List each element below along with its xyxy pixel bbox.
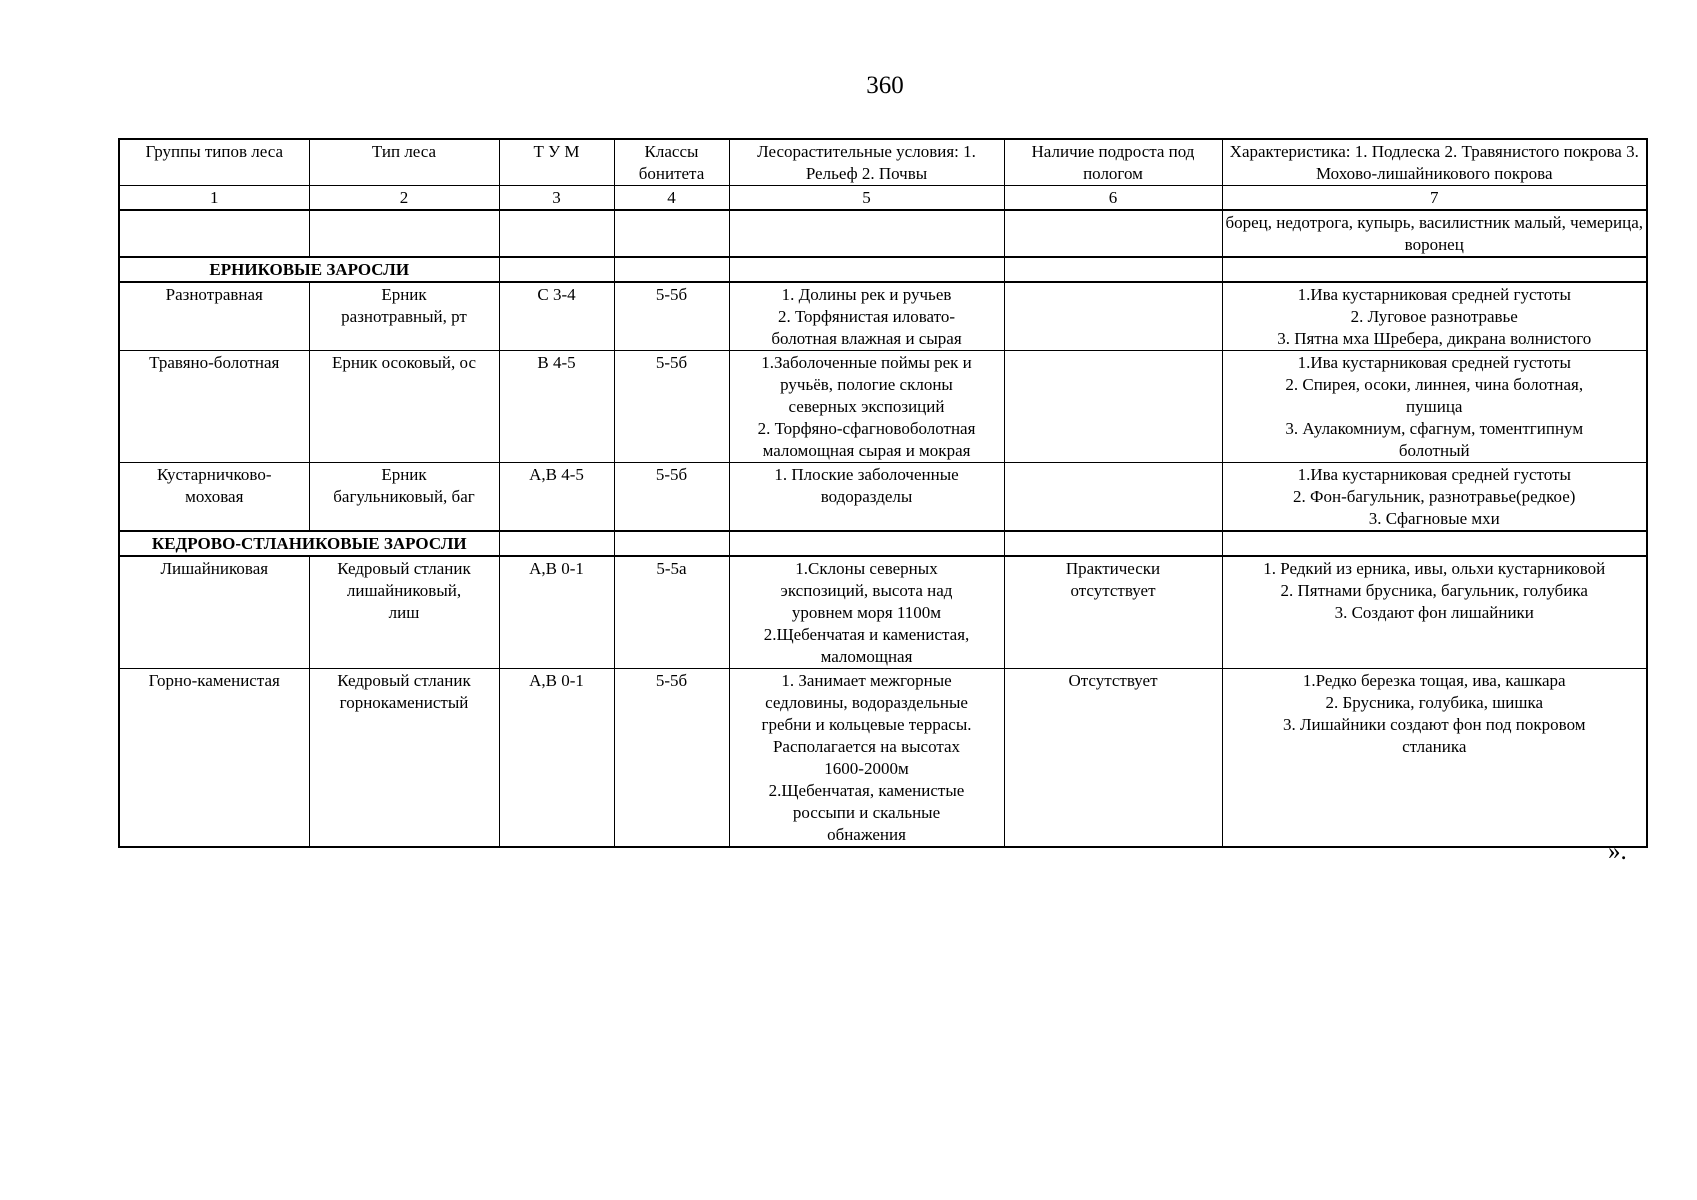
table-cell: 1.Ива кустарниковая средней густоты 2. Фон-багульник, разнотравье(редкое) 3. Сфагновые мхи <box>1222 463 1647 532</box>
table-row <box>119 282 1647 351</box>
header-cell: Т У М <box>499 139 614 186</box>
header-cell: Тип леса <box>309 139 499 186</box>
table-cell <box>1004 210 1222 257</box>
continuation-row <box>119 210 1647 257</box>
table-cell <box>499 210 614 257</box>
table-cell: Отсутствует <box>1004 669 1222 848</box>
table-cell: борец, недотрога, купырь, василистник малый, чемерица, воронец <box>1222 210 1647 257</box>
forest-types-table <box>118 138 1648 848</box>
table-cell: 1. Плоские заболоченные водоразделы <box>729 463 1004 532</box>
table-cell: В 4-5 <box>499 351 614 463</box>
header-cell: Группы типов леса <box>119 139 309 186</box>
table-cell: 5-5б <box>614 282 729 351</box>
table-cell <box>1004 282 1222 351</box>
column-number: 2 <box>309 186 499 211</box>
table-cell: 1.Ива кустарниковая средней густоты 2. Спирея, осоки, линнея, чина болотная, пушица 3. Аулакомниум, сфагнум, томентгипнум болотный <box>1222 351 1647 463</box>
table-cell: Кедровый стланик горнокаменистый <box>309 669 499 848</box>
table-cell: Ерник багульниковый, баг <box>309 463 499 532</box>
column-number: 6 <box>1004 186 1222 211</box>
table-cell: 1. Занимает межгорные седловины, водораздельные гребни и кольцевые террасы. Располагается на высотах 1600-2000м 2.Щебенчатая, каменистые россыпи и скальные обнажения <box>729 669 1004 848</box>
table-cell <box>1004 257 1222 282</box>
table-cell: Кустарничково- моховая <box>119 463 309 532</box>
section-title: ЕРНИКОВЫЕ ЗАРОСЛИ <box>119 257 499 282</box>
table-cell <box>614 210 729 257</box>
table-cell <box>1222 531 1647 556</box>
table-cell: А,В 0-1 <box>499 556 614 669</box>
column-number-row <box>119 186 1647 211</box>
table-cell <box>309 210 499 257</box>
table-cell <box>1004 351 1222 463</box>
table-cell: 5-5б <box>614 463 729 532</box>
table-cell: Травяно-болотная <box>119 351 309 463</box>
header-row <box>119 139 1647 186</box>
table-cell: С 3-4 <box>499 282 614 351</box>
table-cell <box>729 257 1004 282</box>
table-cell: 1. Редкий из ерника, ивы, ольхи кустарниковой 2. Пятнами брусника, багульник, голубика 3. Создают фон лишайники <box>1222 556 1647 669</box>
table-cell: Ерник разнотравный, рт <box>309 282 499 351</box>
table-cell: Лишайниковая <box>119 556 309 669</box>
section-row <box>119 257 1647 282</box>
table-row <box>119 463 1647 532</box>
section-title: КЕДРОВО-СТЛАНИКОВЫЕ ЗАРОСЛИ <box>119 531 499 556</box>
table-cell: Кедровый стланик лишайниковый, лиш <box>309 556 499 669</box>
table-cell <box>729 210 1004 257</box>
table-cell: 1. Долины рек и ручьев 2. Торфянистая иловато- болотная влажная и сырая <box>729 282 1004 351</box>
table-cell: 1.Редко березка тощая, ива, кашкара 2. Брусника, голубика, шишка 3. Лишайники создают фон под покровом стланика <box>1222 669 1647 848</box>
table-cell <box>1004 531 1222 556</box>
table-cell <box>119 210 309 257</box>
table-cell: Горно-каменистая <box>119 669 309 848</box>
table-cell: 1.Ива кустарниковая средней густоты 2. Луговое разнотравье 3. Пятна мха Шребера, дикрана волнистого <box>1222 282 1647 351</box>
header-cell: Лесорастительные условия: 1. Рельеф 2. Почвы <box>729 139 1004 186</box>
table-row <box>119 556 1647 669</box>
table-cell: 1.Заболоченные поймы рек и ручьёв, пологие склоны северных экспозиций 2. Торфяно-сфагновоболотная маломощная сырая и мокрая <box>729 351 1004 463</box>
table-cell <box>729 531 1004 556</box>
table-cell: Ерник осоковый, ос <box>309 351 499 463</box>
table-row <box>119 669 1647 848</box>
column-number: 1 <box>119 186 309 211</box>
table-cell <box>499 257 614 282</box>
section-row <box>119 531 1647 556</box>
table-cell: Разнотравная <box>119 282 309 351</box>
table-cell <box>499 531 614 556</box>
table-cell: 5-5б <box>614 351 729 463</box>
table-cell: Практически отсутствует <box>1004 556 1222 669</box>
header-cell: Наличие подроста под пологом <box>1004 139 1222 186</box>
table-cell: А,В 4-5 <box>499 463 614 532</box>
column-number: 5 <box>729 186 1004 211</box>
table-cell <box>614 257 729 282</box>
column-number: 7 <box>1222 186 1647 211</box>
header-cell: Характеристика: 1. Подлеска 2. Травянистого покрова 3. Мохово-лишайникового покрова <box>1222 139 1647 186</box>
page-number: 360 <box>866 72 904 99</box>
header-cell: Классы бонитета <box>614 139 729 186</box>
column-number: 4 <box>614 186 729 211</box>
table-cell <box>614 531 729 556</box>
table-cell <box>1222 257 1647 282</box>
table-row <box>119 351 1647 463</box>
table-cell: А,В 0-1 <box>499 669 614 848</box>
table-cell: 1.Склоны северных экспозиций, высота над уровнем моря 1100м 2.Щебенчатая и каменистая, маломощная <box>729 556 1004 669</box>
table-cell: 5-5а <box>614 556 729 669</box>
table-cell: 5-5б <box>614 669 729 848</box>
table-cell <box>1004 463 1222 532</box>
column-number: 3 <box>499 186 614 211</box>
closing-quote-mark: ». <box>1608 838 1627 865</box>
